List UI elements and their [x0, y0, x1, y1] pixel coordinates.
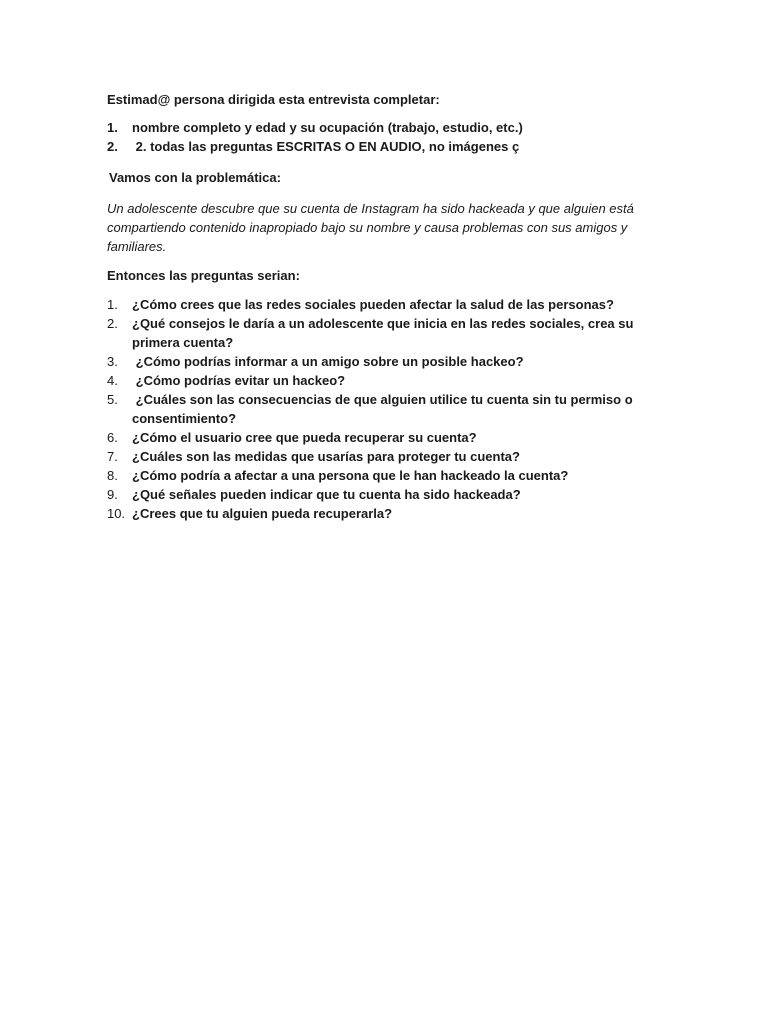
list-number: 2. — [107, 139, 118, 154]
list-text: ¿Qué señales pueden indicar que tu cuenta ha sido hackeada? — [132, 487, 521, 502]
list-item — [107, 295, 647, 314]
list-item — [107, 137, 647, 156]
list-number: 1. — [107, 297, 118, 312]
questions-title: Entonces las preguntas serian: — [107, 268, 300, 283]
problem-title: Vamos con la problemática: — [109, 170, 281, 185]
intro-text: Estimad@ persona dirigida esta entrevista completar: — [107, 92, 440, 107]
list-text: nombre completo y edad y su ocupación (trabajo, estudio, etc.) — [132, 120, 523, 135]
list-item — [107, 428, 647, 447]
list-item — [107, 314, 647, 352]
requirements-list — [107, 118, 647, 156]
list-text: ¿Crees que tu alguien pueda recuperarla? — [132, 506, 393, 521]
list-text: ¿Cómo podrías evitar un hackeo? — [132, 373, 346, 388]
list-text: ¿Cómo podrías informar a un amigo sobre un posible hackeo? — [132, 354, 524, 369]
list-item — [107, 118, 647, 137]
list-text: ¿Cómo podría a afectar a una persona que le han hackeado la cuenta? — [132, 468, 569, 483]
list-text: ¿Cuáles son las consecuencias de que alguien utilice tu cuenta sin tu permiso o consentimiento? — [132, 392, 637, 426]
list-item — [107, 371, 647, 390]
list-number: 8. — [107, 468, 118, 483]
list-number: 5. — [107, 392, 118, 407]
list-item — [107, 352, 647, 371]
list-number: 10. — [107, 506, 126, 521]
list-number: 4. — [107, 373, 118, 388]
document-page — [107, 90, 647, 523]
list-item — [107, 504, 647, 523]
list-item — [107, 466, 647, 485]
list-item — [107, 447, 647, 466]
list-number: 3. — [107, 354, 118, 369]
list-text: ¿Cuáles son las medidas que usarías para proteger tu cuenta? — [132, 449, 520, 464]
list-item — [107, 390, 647, 428]
list-number: 2. — [107, 316, 118, 331]
scenario-text: Un adolescente descubre que su cuenta de Instagram ha sido hackeada y que alguien está compartiendo contenido inapropiado bajo su nombre y causa problemas con sus amigos y familiares. — [107, 201, 634, 254]
list-text: ¿Qué consejos le daría a un adolescente que inicia en las redes sociales, crea su primera cuenta? — [132, 316, 634, 350]
list-number: 9. — [107, 487, 118, 502]
list-number: 1. — [107, 120, 118, 135]
list-text: ¿Cómo el usuario cree que pueda recuperar su cuenta? — [132, 430, 477, 445]
list-number: 6. — [107, 430, 118, 445]
list-item — [107, 485, 647, 504]
questions-list — [107, 295, 647, 523]
list-text: ¿Cómo crees que las redes sociales pueden afectar la salud de las personas? — [132, 297, 614, 312]
list-text: 2. todas las preguntas ESCRITAS O EN AUDIO, no imágenes ç — [132, 139, 520, 154]
list-number: 7. — [107, 449, 118, 464]
